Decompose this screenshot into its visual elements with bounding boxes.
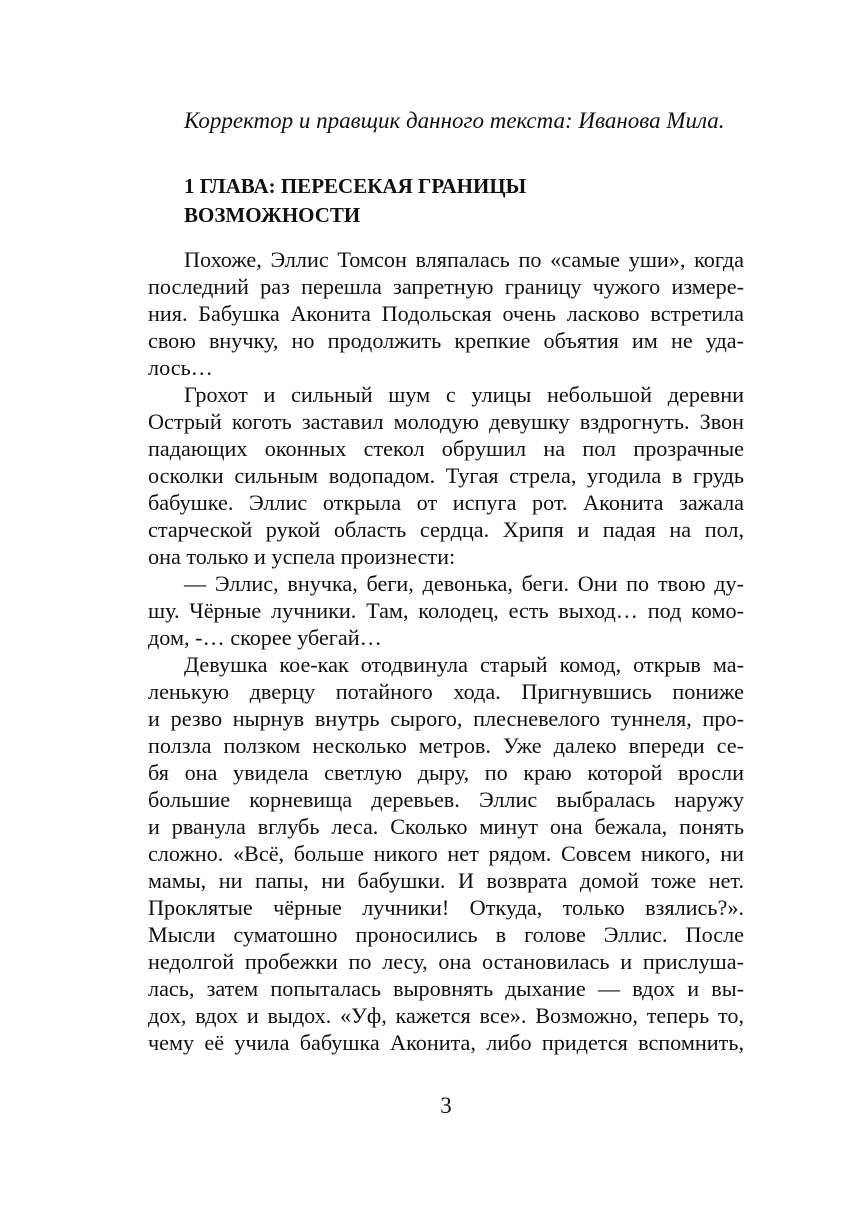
text-line: Похоже, Эллис Томсон вляпалась по «самые уши», когда: [184, 247, 744, 272]
paragraph: [148, 570, 744, 651]
text-line: шу. Чёрные лучники. Там, колодец, есть выход… под комо-: [148, 598, 744, 623]
text-line: дох, вдох и выдох. «Уф, кажется все». Возможно, теперь то,: [148, 1003, 744, 1028]
corrector-note: Корректор и правщик данного текста: Иванова Мила.: [184, 108, 725, 133]
text-line: ползла ползком несколько метров. Уже далеко впереди се-: [148, 733, 744, 758]
book-page: [148, 0, 744, 1211]
chapter-title-line: 1 ГЛАВА: ПЕРЕСЕКАЯ ГРАНИЦЫ: [184, 174, 527, 198]
paragraph: [148, 381, 744, 570]
text-line: старческой рукой область сердца. Хрипя и падая на пол,: [148, 517, 744, 542]
text-line: лась, затем попыталась выровнять дыхание — вдох и вы-: [148, 976, 744, 1001]
chapter-title-line: ВОЗМОЖНОСТИ: [184, 203, 361, 227]
body-text: [148, 246, 744, 1056]
text-line: лось…: [148, 355, 213, 380]
text-line: она только и успела произнести:: [148, 544, 456, 569]
text-line: Проклятые чёрные лучники! Откуда, только взялись?».: [148, 895, 744, 920]
paragraph: [148, 246, 744, 381]
text-line: ленькую дверцу потайного хода. Пригнувшись пониже: [148, 679, 744, 704]
page-number: 3: [440, 1093, 452, 1118]
paragraph: [148, 651, 744, 1056]
chapter-title: [184, 172, 744, 230]
text-line: и резво нырнув внутрь сырого, плесневелого туннеля, про-: [148, 706, 744, 731]
text-line: ния. Бабушка Аконита Подольская очень ласково встретила: [148, 301, 744, 326]
text-line: и рванула вглубь леса. Сколько минут она бежала, понять: [148, 814, 744, 839]
text-line: падающих оконных стекол обрушил на пол прозрачные: [148, 436, 744, 461]
text-line: Острый коготь заставил молодую девушку вздрогнуть. Звон: [148, 409, 744, 434]
text-line: Девушка кое-как отодвинула старый комод, открыв ма-: [184, 652, 744, 677]
text-line: последний раз перешла запретную границу чужого измере-: [148, 274, 744, 299]
text-line: сложно. «Всё, больше никого нет рядом. Совсем никого, ни: [148, 841, 744, 866]
text-line: бабушке. Эллис открыла от испуга рот. Аконита зажала: [148, 490, 744, 515]
text-line: Грохот и сильный шум с улицы небольшой деревни: [184, 382, 744, 407]
text-line: большие корневища деревьев. Эллис выбралась наружу: [148, 787, 744, 812]
text-line: чему её учила бабушка Аконита, либо придется вспомнить,: [148, 1030, 744, 1055]
text-line: Мысли суматошно проносились в голове Эллис. После: [148, 922, 744, 947]
text-line: бя она увидела светлую дыру, по краю которой вросли: [148, 760, 744, 785]
text-line: — Эллис, внучка, беги, девонька, беги. Они по твою ду-: [184, 571, 744, 596]
text-line: дом, -… скорее убегай…: [148, 625, 382, 650]
text-line: осколки сильным водопадом. Тугая стрела, угодила в грудь: [148, 463, 744, 488]
text-line: свою внучку, но продолжить крепкие объятия им не уда-: [148, 328, 744, 353]
text-line: мамы, ни папы, ни бабушки. И возврата домой тоже нет.: [148, 868, 744, 893]
text-line: недолгой пробежки по лесу, она остановилась и прислуша-: [148, 949, 744, 974]
